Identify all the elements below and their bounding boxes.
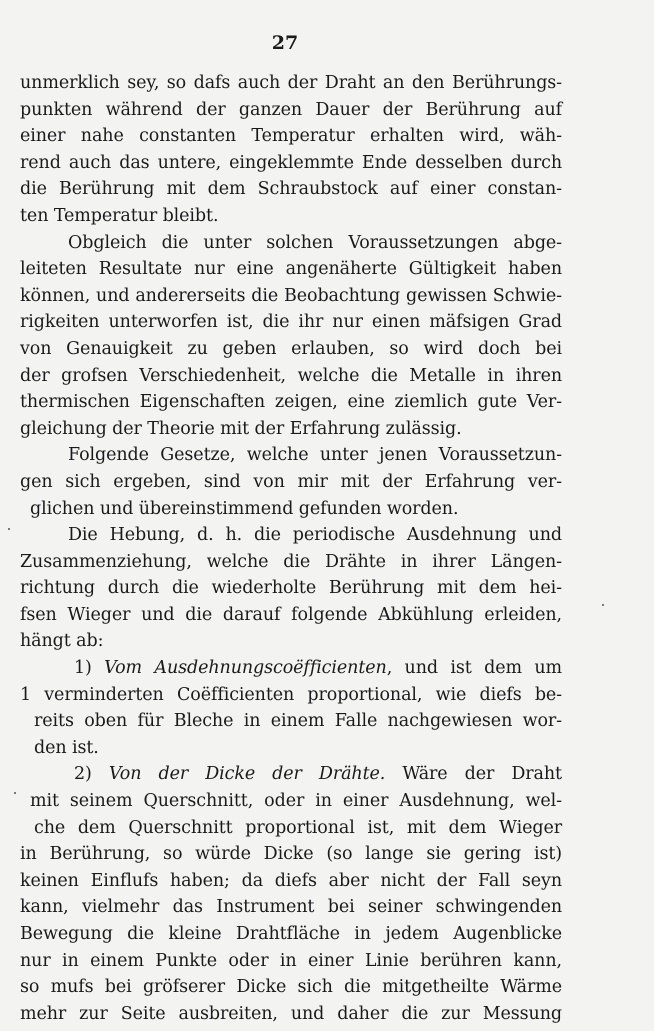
text-line: glichen und übereinstimmend gefunden worden. bbox=[30, 498, 459, 519]
list-item-title: Von der Dicke der Drähte. bbox=[108, 764, 386, 785]
text-line: nur in einem Punkte oder in einer Linie berühren kann, bbox=[20, 950, 562, 971]
text-line: richtung durch die wiederholte Berührung mit dem hei- bbox=[20, 578, 562, 599]
text-line: Zusammenziehung, welche die Drähte in ihrer Längen- bbox=[20, 551, 562, 572]
text-line: reits oben für Bleche in einem Falle nachgewiesen wor- bbox=[34, 711, 562, 732]
text-line: leiteten Resultate nur eine angenäherte Gültigkeit haben bbox=[20, 259, 562, 280]
list-number: 1) bbox=[74, 658, 105, 679]
list-item-text: , und ist dem um bbox=[386, 658, 563, 679]
text-line: ten Temperatur bleibt. bbox=[20, 205, 219, 226]
text-line: einer nahe constanten Temperatur erhalten wird, wäh- bbox=[20, 126, 562, 147]
text-line: kann, vielmehr das Instrument bei seiner schwingenden bbox=[20, 897, 562, 918]
paragraph-start-line: Die Hebung, d. h. die periodische Ausdehnung und bbox=[68, 525, 562, 546]
text-line: gleichung der Theorie mit der Erfahrung zulässig. bbox=[20, 418, 462, 439]
list-item-text: Wäre der Draht bbox=[385, 764, 562, 785]
text-line: fsen Wieger und die darauf folgende Abkühlung erleiden, bbox=[20, 604, 562, 625]
paper-speck bbox=[14, 792, 16, 794]
paragraph-start-line: Obgleich die unter solchen Voraussetzungen abge- bbox=[68, 232, 562, 253]
paper-speck bbox=[8, 528, 10, 530]
text-line: 1 verminderten Coëfficienten proportional, wie diefs be- bbox=[20, 684, 562, 705]
text-line: rigkeiten unterworfen ist, die ihr nur einen mäfsigen Grad bbox=[20, 312, 562, 333]
text-line: in Berührung, so würde Dicke (so lange sie gering ist) bbox=[20, 844, 562, 865]
text-line: Bewegung die kleine Drahtfläche in jedem Augenblicke bbox=[20, 924, 562, 944]
text-line: hängt ab: bbox=[20, 631, 104, 652]
text-line: gen sich ergeben, sind von mir mit der Erfahrung ver- bbox=[20, 471, 562, 492]
text-line: den ist. bbox=[34, 737, 99, 758]
text-line: die Berührung mit dem Schraubstock auf einer constan- bbox=[20, 179, 562, 200]
body-text bbox=[20, 70, 562, 1027]
text-line: che dem Querschnitt proportional ist, mit dem Wieger bbox=[34, 817, 562, 838]
text-line: punkten während der ganzen Dauer der Berührung auf bbox=[20, 99, 562, 120]
text-line: mit seinem Querschnitt, oder in einer Ausdehnung, wel- bbox=[30, 791, 562, 812]
text-line: mehr zur Seite ausbreiten, und daher die zur Messung bbox=[20, 1003, 562, 1024]
list-item-heading bbox=[20, 655, 562, 682]
paper-speck bbox=[602, 604, 604, 606]
text-line: unmerklich sey, so dafs auch der Draht an den Berührungs- bbox=[20, 73, 562, 93]
list-number: 2) bbox=[74, 764, 109, 785]
list-item-heading bbox=[20, 761, 562, 788]
page-number: 27 bbox=[271, 32, 299, 54]
text-line: keinen Einflufs haben; da diefs aber nicht der Fall seyn bbox=[20, 870, 562, 891]
text-line: rend auch das untere, eingeklemmte Ende desselben durch bbox=[20, 152, 562, 173]
text-line: thermischen Eigenschaften zeigen, eine ziemlich gute Ver- bbox=[20, 392, 562, 413]
text-line: können, und andererseits die Beobachtung gewissen Schwie- bbox=[20, 285, 562, 306]
text-line: der grofsen Verschiedenheit, welche die Metalle in ihren bbox=[20, 365, 562, 386]
text-line: von Genauigkeit zu geben erlauben, so wird doch bei bbox=[20, 338, 562, 359]
text-line: so mufs bei gröfserer Dicke sich die mitgetheilte Wärme bbox=[20, 977, 562, 998]
paragraph-start-line: Folgende Gesetze, welche unter jenen Voraussetzun- bbox=[68, 445, 562, 466]
list-item-title: Vom Ausdehnungscoëfficienten bbox=[104, 658, 387, 679]
